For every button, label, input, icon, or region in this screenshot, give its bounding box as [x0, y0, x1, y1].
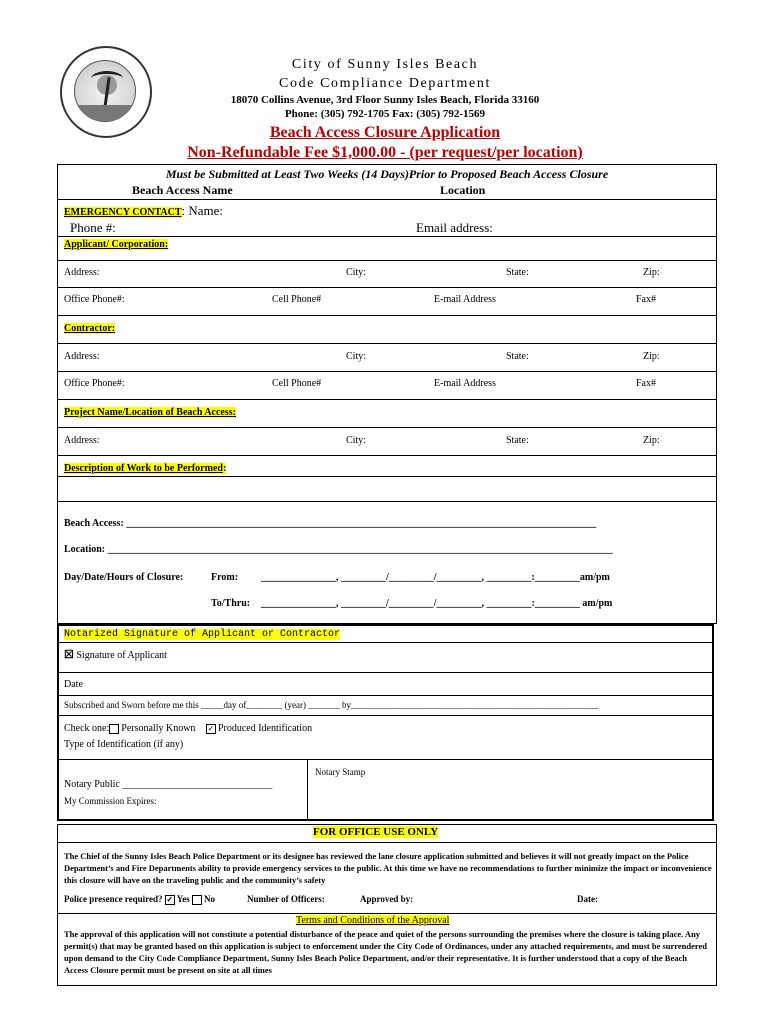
applicant-cell-phone-field[interactable]: Cell Phone#: [272, 294, 322, 305]
divider: [57, 455, 717, 456]
applicant-address-field[interactable]: Address:: [64, 267, 100, 278]
contractor-city-field[interactable]: City:: [346, 351, 367, 362]
project-address-field[interactable]: Address:: [64, 435, 100, 446]
description-input-area[interactable]: [57, 477, 717, 501]
office-review-paragraph: The Chief of the Sunny Isles Beach Police Department or its designee has reviewed the lane closure application submitted and believes it will not greatly impact on the Police Department’s and Fire Departments ability to provide emergency services to the public. At this time we have no recommendations to further minimize the impact or inconvenience this closure will have on the traveling public and the community’s safety: [64, 851, 712, 885]
divider: [57, 199, 717, 200]
project-city-field[interactable]: City:: [346, 435, 367, 446]
location-header: Location: [440, 183, 486, 197]
applicant-zip-field[interactable]: Zip:: [643, 267, 660, 278]
notary-public-field[interactable]: Notary Public ______________________________: [64, 779, 273, 790]
divider: [57, 715, 714, 716]
applicant-state-field[interactable]: State:: [506, 267, 529, 278]
applicant-signature-field[interactable]: [64, 648, 167, 661]
checkbox-x-icon: ☒: [64, 649, 74, 661]
project-state-field[interactable]: State:: [506, 435, 529, 446]
to-label: To/Thru:: [211, 598, 251, 609]
police-presence-label: Police presence required?: [64, 894, 163, 904]
form-fee: Non-Refundable Fee $1,000.00 - (per request/per location): [187, 144, 583, 161]
contractor-zip-field[interactable]: Zip:: [643, 351, 660, 362]
project-section-label: Project Name/Location of Beach Access:: [64, 407, 236, 418]
produced-id-label: Produced Identification: [217, 723, 313, 734]
contractor-state-field[interactable]: State:: [506, 351, 529, 362]
department-name: Code Compliance Department: [279, 76, 491, 91]
emergency-phone-field[interactable]: Phone #:: [70, 220, 116, 235]
divider: [57, 695, 714, 696]
signature-date-field[interactable]: Date: [64, 679, 83, 690]
applicant-office-phone-field[interactable]: Office Phone#:: [64, 294, 125, 305]
city-name: City of Sunny Isles Beach: [291, 57, 479, 72]
divider: [57, 842, 717, 843]
applicant-email-field[interactable]: E-mail Address: [434, 294, 496, 305]
beach-access-line-text: Beach Access: ______________________________________________________________________________________________: [64, 518, 597, 529]
divider: [57, 501, 717, 502]
office-date-field[interactable]: Date:: [577, 894, 598, 904]
contractor-address-field[interactable]: Address:: [64, 351, 100, 362]
sworn-statement-line[interactable]: Subscribed and Sworn before me this _____day of________ (year) _______ by_______________________________________________________: [64, 700, 599, 710]
to-datetime-field[interactable]: _______________, _________/_________/_________, _________:_________ am/pm: [261, 598, 613, 609]
location-line-field[interactable]: [64, 544, 613, 555]
location-line-text: Location: _____________________________________________________________________________________________________: [64, 544, 613, 555]
form-title: Beach Access Closure Application: [269, 124, 501, 141]
emergency-contact-label: EMERGENCY CONTACT: [64, 207, 182, 218]
divider: [57, 672, 714, 673]
project-zip-field[interactable]: Zip:: [643, 435, 660, 446]
notary-stamp-label: Notary Stamp: [315, 767, 366, 777]
divider: [307, 759, 308, 821]
approved-by-field[interactable]: Approved by:: [360, 894, 414, 904]
divider: [57, 260, 717, 261]
description-label-colon: :: [222, 463, 227, 474]
personally-known-label: Personally Known: [121, 723, 196, 734]
description-section-label: [64, 463, 226, 474]
closure-hours-label: Day/Date/Hours of Closure:: [64, 572, 184, 583]
police-no-checkbox[interactable]: [192, 895, 202, 905]
emergency-email-field[interactable]: Email address:: [416, 220, 493, 235]
police-yes-checkbox[interactable]: ✓: [166, 894, 174, 904]
office-use-title: FOR OFFICE USE ONLY: [313, 826, 439, 838]
department-address: 18070 Collins Avenue, 3rd Floor Sunny Isles Beach, Florida 33160: [230, 94, 540, 106]
contractor-office-phone-field[interactable]: Office Phone#:: [64, 378, 125, 389]
identification-check-row: [64, 723, 312, 734]
personally-known-checkbox[interactable]: [109, 724, 119, 734]
from-label: From:: [211, 572, 239, 583]
yes-label: Yes: [176, 894, 190, 904]
beach-access-name-header: Beach Access Name: [132, 183, 233, 197]
submission-notice: Must be Submitted at Least Two Weeks (14 Days)Prior to Proposed Beach Access Closure: [165, 167, 609, 181]
applicant-city-field[interactable]: City:: [346, 267, 367, 278]
commission-expires-field[interactable]: My Commission Expires:: [64, 796, 157, 806]
divider: [57, 343, 717, 344]
identification-type-field[interactable]: Type of Identification (if any): [64, 739, 184, 750]
department-phone: Phone: (305) 792-1705 Fax: (305) 792-1569: [284, 108, 486, 120]
produced-id-checkbox[interactable]: ✓: [207, 723, 215, 733]
contractor-email-field[interactable]: E-mail Address: [434, 378, 496, 389]
applicant-section-label: Applicant/ Corporation:: [64, 239, 169, 250]
no-label: No: [203, 894, 215, 904]
terms-title: Terms and Conditions of the Approval: [296, 915, 450, 926]
application-form-frame: [57, 164, 717, 624]
applicant-signature-label: Signature of Applicant: [76, 650, 167, 661]
divider: [57, 427, 717, 428]
description-label-text: Description of Work to be Performed: [64, 463, 223, 474]
from-datetime-field[interactable]: _______________, _________/_________/_________, _________:_________am/pm: [261, 572, 610, 583]
contractor-section-label: Contractor:: [64, 323, 116, 334]
terms-paragraph: The approval of this application will not constitute a potential disturbance of the peace and quiet of the persons surrounding the premises where the closure is taking place. Any permit(s) that may be granted based on this application is subject to enforcement under the City Code of Ordinances, under any attached requirements, and must be surrendered upon demand to the City Code Compliance Department, Sunny Isles Beach Police Department, and/or their representative. It is further understood that a copy of the Beach Access Closure permit must be present on site at all times: [64, 929, 708, 975]
divider: [57, 287, 717, 288]
applicant-fax-field[interactable]: Fax#: [636, 294, 656, 305]
contractor-cell-phone-field[interactable]: Cell Phone#: [272, 378, 322, 389]
divider: [57, 371, 717, 372]
divider: [57, 399, 717, 400]
contractor-fax-field[interactable]: Fax#: [636, 378, 656, 389]
name-label: : Name:: [181, 203, 224, 218]
divider: [57, 759, 714, 760]
beach-access-line-field[interactable]: [64, 518, 596, 529]
notarized-signature-title: Notarized Signature of Applicant or Contractor: [64, 629, 341, 640]
divider: [57, 642, 714, 643]
police-presence-row: [64, 894, 215, 905]
check-one-label: Check one:: [64, 723, 110, 734]
divider: [57, 236, 717, 237]
divider: [57, 913, 717, 914]
emergency-contact-name-field[interactable]: [64, 203, 223, 219]
divider: [57, 315, 717, 316]
number-of-officers-field[interactable]: Number of Officers:: [247, 894, 325, 904]
